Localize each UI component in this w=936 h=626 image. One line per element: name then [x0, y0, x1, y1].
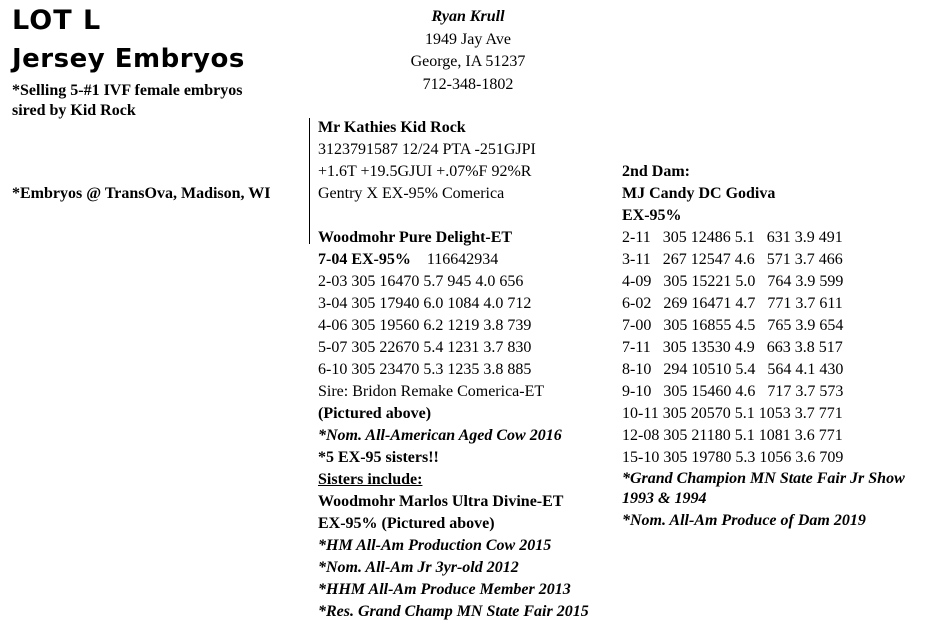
second-dam-record: 8-10 294 10510 5.4 564 4.1 430 — [622, 361, 844, 378]
sister-name: Woodmohr Marlos Ultra Divine-ET — [318, 493, 564, 510]
second-dam-record: 10-11 305 20570 5.1 1053 3.7 771 — [622, 405, 843, 422]
dam-sire-line: Sire: Bridon Remake Comerica-ET — [318, 383, 545, 400]
sire-name: Mr Kathies Kid Rock — [318, 119, 466, 136]
dam-record: 3-04 305 17940 6.0 1084 4.0 712 — [318, 295, 532, 312]
lot-title: LOT L — [12, 5, 102, 36]
second-dam-award: *Grand Champion MN State Fair Jr Show 1993 & 1994 — [622, 470, 905, 507]
dam-record: 5-07 305 22670 5.4 1231 3.7 830 — [318, 339, 532, 356]
selling-line-2: sired by Kid Rock — [12, 102, 136, 119]
contact-phone: 712-348-1802 — [422, 75, 514, 93]
selling-line-1: *Selling 5-#1 IVF female embryos — [12, 82, 243, 99]
sisters-heading: Sisters include: — [318, 471, 423, 488]
second-dam-name: MJ Candy DC Godiva — [622, 185, 776, 202]
second-dam-record: 3-11 267 12547 4.6 571 3.7 466 — [622, 251, 843, 268]
second-dam-record: 6-02 269 16471 4.7 771 3.7 611 — [622, 295, 843, 312]
dam-record: 2-03 305 16470 5.7 945 4.0 656 — [318, 273, 524, 290]
lot-subtitle: Jersey Embryos — [12, 44, 245, 74]
contact-city: George, IA 51237 — [410, 53, 526, 70]
dam-pictured: (Pictured above) — [318, 405, 432, 422]
contact-name: Ryan Krull — [431, 8, 505, 25]
contact-address: 1949 Jay Ave — [425, 30, 511, 48]
second-dam-record: 12-08 305 21180 5.1 1081 3.6 771 — [622, 427, 843, 444]
selling-note — [12, 81, 302, 121]
second-dam-record: 7-00 305 16855 4.5 765 3.9 654 — [622, 317, 844, 334]
sire-line: 3123791587 12/24 PTA -251GJPI — [318, 141, 536, 158]
sister-classification: EX-95% (Pictured above) — [318, 515, 495, 532]
second-dam-record: 15-10 305 19780 5.3 1056 3.6 709 — [622, 449, 844, 466]
sire-line: +1.6T +19.5GJUI +.07%F 92%R — [318, 163, 532, 180]
dam-name: Woodmohr Pure Delight-ET — [318, 229, 513, 246]
second-dam-record: 7-11 305 13530 4.9 663 3.8 517 — [622, 339, 843, 356]
sister-award: *Res. Grand Champ MN State Fair 2015 — [318, 603, 589, 620]
sister-award: *HHM All-Am Produce Member 2013 — [318, 581, 571, 598]
second-dam-record: 4-09 305 15221 5.0 764 3.9 599 — [622, 273, 844, 290]
dam-reg-number: 116642934 — [426, 251, 499, 268]
second-dam-classification: EX-95% — [622, 207, 682, 224]
contact-block — [386, 6, 550, 96]
dam-class-line — [318, 249, 589, 271]
second-dam-record: 2-11 305 12486 5.1 631 3.9 491 — [622, 229, 843, 246]
second-dam-label: 2nd Dam: — [622, 163, 691, 180]
embryo-location: *Embryos @ TransOva, Madison, WI — [12, 185, 271, 202]
dam-award: *Nom. All-American Aged Cow 2016 — [318, 427, 562, 444]
dam-sisters-note: *5 EX-95 sisters!! — [318, 449, 439, 466]
dam-record: 6-10 305 23470 5.3 1235 3.8 885 — [318, 361, 532, 378]
second-dam-award: *Nom. All-Am Produce of Dam 2019 — [622, 512, 866, 529]
second-dam-record: 9-10 305 15460 4.6 717 3.7 573 — [622, 383, 844, 400]
sister-award: *HM All-Am Production Cow 2015 — [318, 537, 552, 554]
dam-classification: 7-04 EX-95% — [318, 251, 411, 268]
dam-record: 4-06 305 19560 6.2 1219 3.8 739 — [318, 317, 532, 334]
sire-block — [318, 117, 536, 205]
dam-block — [318, 227, 589, 623]
sister-award: *Nom. All-Am Jr 3yr-old 2012 — [318, 559, 519, 576]
sire-line: Gentry X EX-95% Comerica — [318, 185, 505, 202]
second-dam-block — [622, 161, 922, 533]
pedigree-bracket-line — [309, 118, 310, 244]
